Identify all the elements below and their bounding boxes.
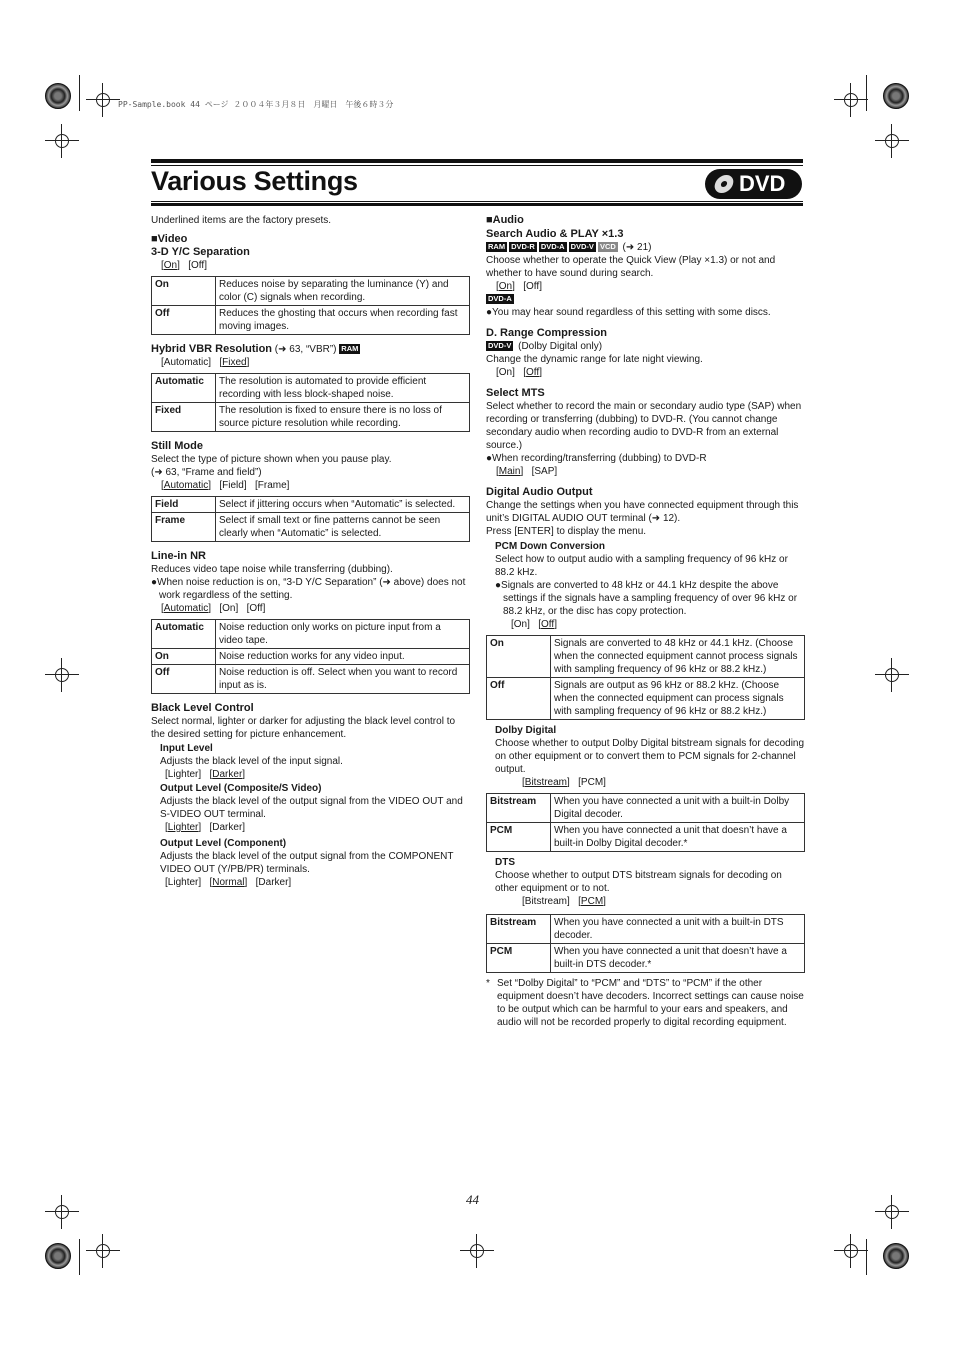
right-column [486,214,805,1029]
linein-options: [Automatic] [On] [Off] [161,603,266,614]
vbr-options: [Automatic] [Fixed] [161,357,250,368]
linein-title: Line-in NR [151,550,206,562]
registration-rosette [883,1243,909,1269]
registration-rosette [45,1243,71,1269]
output-comp-options: [Lighter] [Normal] [Darker] [165,877,292,888]
table-row: PCM When you have connected a unit that doesn’t have a built-in DTS decoder.* [487,944,805,973]
table-row: On Noise reduction works for any video input. [152,649,470,665]
search-note: ●You may hear sound regardless of this setting with some discs. [486,307,771,318]
digital-desc: Change the settings when you have connected equipment through this unit’s DIGITAL AUDIO OUT terminal (➜ 12). [486,500,799,524]
drange-title: D. Range Compression [486,327,608,339]
output-cs-desc: Adjusts the black level of the output signal from the VIDEO OUT and S-VIDEO OUT terminal. [160,796,463,820]
search-title: Search Audio & PLAY ×1.3 [486,228,624,240]
crop-line [866,75,867,111]
title-rule [151,159,803,163]
crosshair-mark [45,1195,79,1229]
yc-title: 3-D Y/C Separation [151,246,250,258]
table-row: Bitstream When you have connected a unit with a built-in DTS decoder. [487,915,805,944]
table-row: Automatic The resolution is automated to provide efficient recording with less block-shaped noise. [152,374,470,403]
pcm-options: [On] [Off] [511,619,557,630]
table-row: Bitstream When you have connected a unit with a built-in Dolby Digital decoder. [487,794,805,823]
pcm-desc: Select how to output audio with a sampling frequency of 96 kHz or 88.2 kHz. [495,554,788,578]
dts-desc: Choose whether to output DTS bitstream signals for decoding on other equipment or to not. [495,870,782,894]
still-ref: (➜ 63, “Frame and field”) [151,467,262,478]
still-desc: Select the type of picture shown when you pause play. [151,454,392,465]
pcm-note: ●Signals are converted to 48 kHz or 44.1 kHz despite the above settings if the signals have a sampling frequency of over 96 kHz or 88.2 kHz, or the disc has copy protection. [495,580,798,617]
crosshair-mark [86,1234,120,1268]
black-desc: Select normal, lighter or darker for adjusting the black level control to the desired setting for picture enhancement. [151,716,456,740]
audio-heading: ■Audio [486,214,524,226]
input-level-title: Input Level [160,743,213,754]
vbr-table [151,373,470,432]
mts-desc: Select whether to record the main or secondary audio type (SAP) when recording or transferring (dubbing) to DVD-R. (You cannot change secondary audio when recording audio to DVD-R from an external source.) [486,401,802,451]
dolby-table [486,793,805,852]
digital-title: Digital Audio Output [486,486,593,498]
dts-table [486,914,805,973]
pcm-title: PCM Down Conversion [495,541,606,552]
table-row: PCM When you have connected a unit that doesn’t have a built-in Dolby Digital decoder.* [487,823,805,852]
linein-table [151,619,470,694]
crop-line [79,1239,80,1275]
table-row: Off Noise reduction is off. Select when you want to record input as is. [152,665,470,694]
dts-options: [Bitstream] [PCM] [522,896,606,907]
table-row: Fixed The resolution is fixed to ensure there is no loss of source picture resolution while recording. [152,403,470,432]
black-title: Black Level Control [151,702,254,714]
vbr-title: Hybrid VBR Resolution (➜ 63, “VBR”) RAM [151,343,359,355]
registration-rosette [883,83,909,109]
digital-press: Press [ENTER] to display the menu. [486,526,647,537]
search-badges: RAM DVD-R DVD-A DVD-V VCD (➜ 21) [488,242,652,253]
drange-badge: DVD-V (Dolby Digital only) [488,341,603,352]
table-row: On Reduces noise by separating the luminance (Y) and color (C) signals when recording. [152,277,470,306]
table-row: Off Reduces the ghosting that occurs when recording fast moving images. [152,306,470,335]
yc-table [151,276,470,335]
output-comp-desc: Adjusts the black level of the output signal from the COMPONENT VIDEO OUT (Y/PB/PR) terminals. [160,851,454,875]
dvd-logo [705,169,802,199]
page-title: Various Settings [151,166,358,196]
dolby-title: Dolby Digital [495,725,557,736]
left-column [151,214,470,889]
output-cs-options: [Lighter] [Darker] [165,822,246,833]
still-options: [Automatic] [Field] [Frame] [161,480,290,491]
table-row: Automatic Noise reduction only works on picture input from a video tape. [152,620,470,649]
mts-note: ●When recording/transferring (dubbing) to DVD-R [486,453,707,464]
search-options: [On] [Off] [496,281,542,292]
pcm-table [486,635,805,720]
crop-line [79,75,80,111]
video-heading: ■Video [151,233,188,245]
crosshair-mark [875,658,909,692]
crosshair-mark [460,1234,494,1268]
page-number: 44 [466,1192,479,1207]
dolby-desc: Choose whether to output Dolby Digital bitstream signals for decoding on other equipment or to convert them to PCM signals for 2-channel output. [495,738,805,775]
search-note-badge: DVD-A [488,294,512,303]
footnote [486,977,805,1029]
mts-title: Select MTS [486,387,545,399]
table-row: On Signals are converted to 48 kHz or 44.1 kHz. (Choose when the connected equipment cannot process signals with sampling frequency of 96 kHz or 88.2 kHz.) [487,636,805,678]
mts-options: [Main] [SAP] [496,466,558,477]
yc-options: [On] [Off] [161,260,207,271]
crosshair-mark [834,83,868,117]
crosshair-mark [86,83,120,117]
dts-title: DTS [495,857,515,868]
output-cs-title: Output Level (Composite/S Video) [160,783,322,794]
drange-desc: Change the dynamic range for late night viewing. [486,354,703,365]
title-rule [151,201,803,202]
table-row: Frame Select if small text or fine patterns cannot be seen clearly when “Automatic” is selected. [152,513,470,542]
dolby-options: [Bitstream] [PCM] [522,777,606,788]
crosshair-mark [45,124,79,158]
crosshair-mark [875,1195,909,1229]
file-header: PP-Sample.book 44 ページ ２００４年３月８日 月曜日 午後６時３分 [118,100,394,109]
drange-options: [On] [Off] [496,367,542,378]
crosshair-mark [45,658,79,692]
input-level-options: [Lighter] [Darker] [165,769,246,780]
registration-rosette [45,83,71,109]
linein-note: ●When noise reduction is on, “3-D Y/C Separation” (➜ above) does not work regardless of the setting. [151,577,466,601]
crop-line [866,1239,867,1275]
table-row: Off Signals are output as 96 kHz or 88.2 kHz. (Choose when the connected equipment can process signals with sampling frequency of 96 kHz or 88.2 kHz.) [487,678,805,720]
footnote-mark: * [486,978,490,989]
disc-icon [710,173,738,195]
search-desc: Choose whether to operate the Quick View (Play ×1.3) or not and whether to have sound during search. [486,255,776,279]
input-level-desc: Adjusts the black level of the input signal. [160,756,343,767]
still-title: Still Mode [151,440,203,452]
linein-desc: Reduces video tape noise while transferring (dubbing). [151,564,393,575]
crosshair-mark [834,1234,868,1268]
title-rule [151,203,803,206]
dvd-logo-text: DVD [739,171,786,196]
crosshair-mark [875,124,909,158]
output-comp-title: Output Level (Component) [160,838,287,849]
footnote-text: Set “Dolby Digital” to “PCM” and “DTS” to “PCM” if the other equipment doesn’t have decoders. Incorrect settings can cause noise to be output which can be harmful to your ears and speakers, and audio will not be recorded properly to digital recording equipment. [497,978,804,1028]
table-row: Field Select if jittering occurs when “Automatic” is selected. [152,497,470,513]
intro-text: Underlined items are the factory presets. [151,215,332,226]
still-table [151,496,470,542]
